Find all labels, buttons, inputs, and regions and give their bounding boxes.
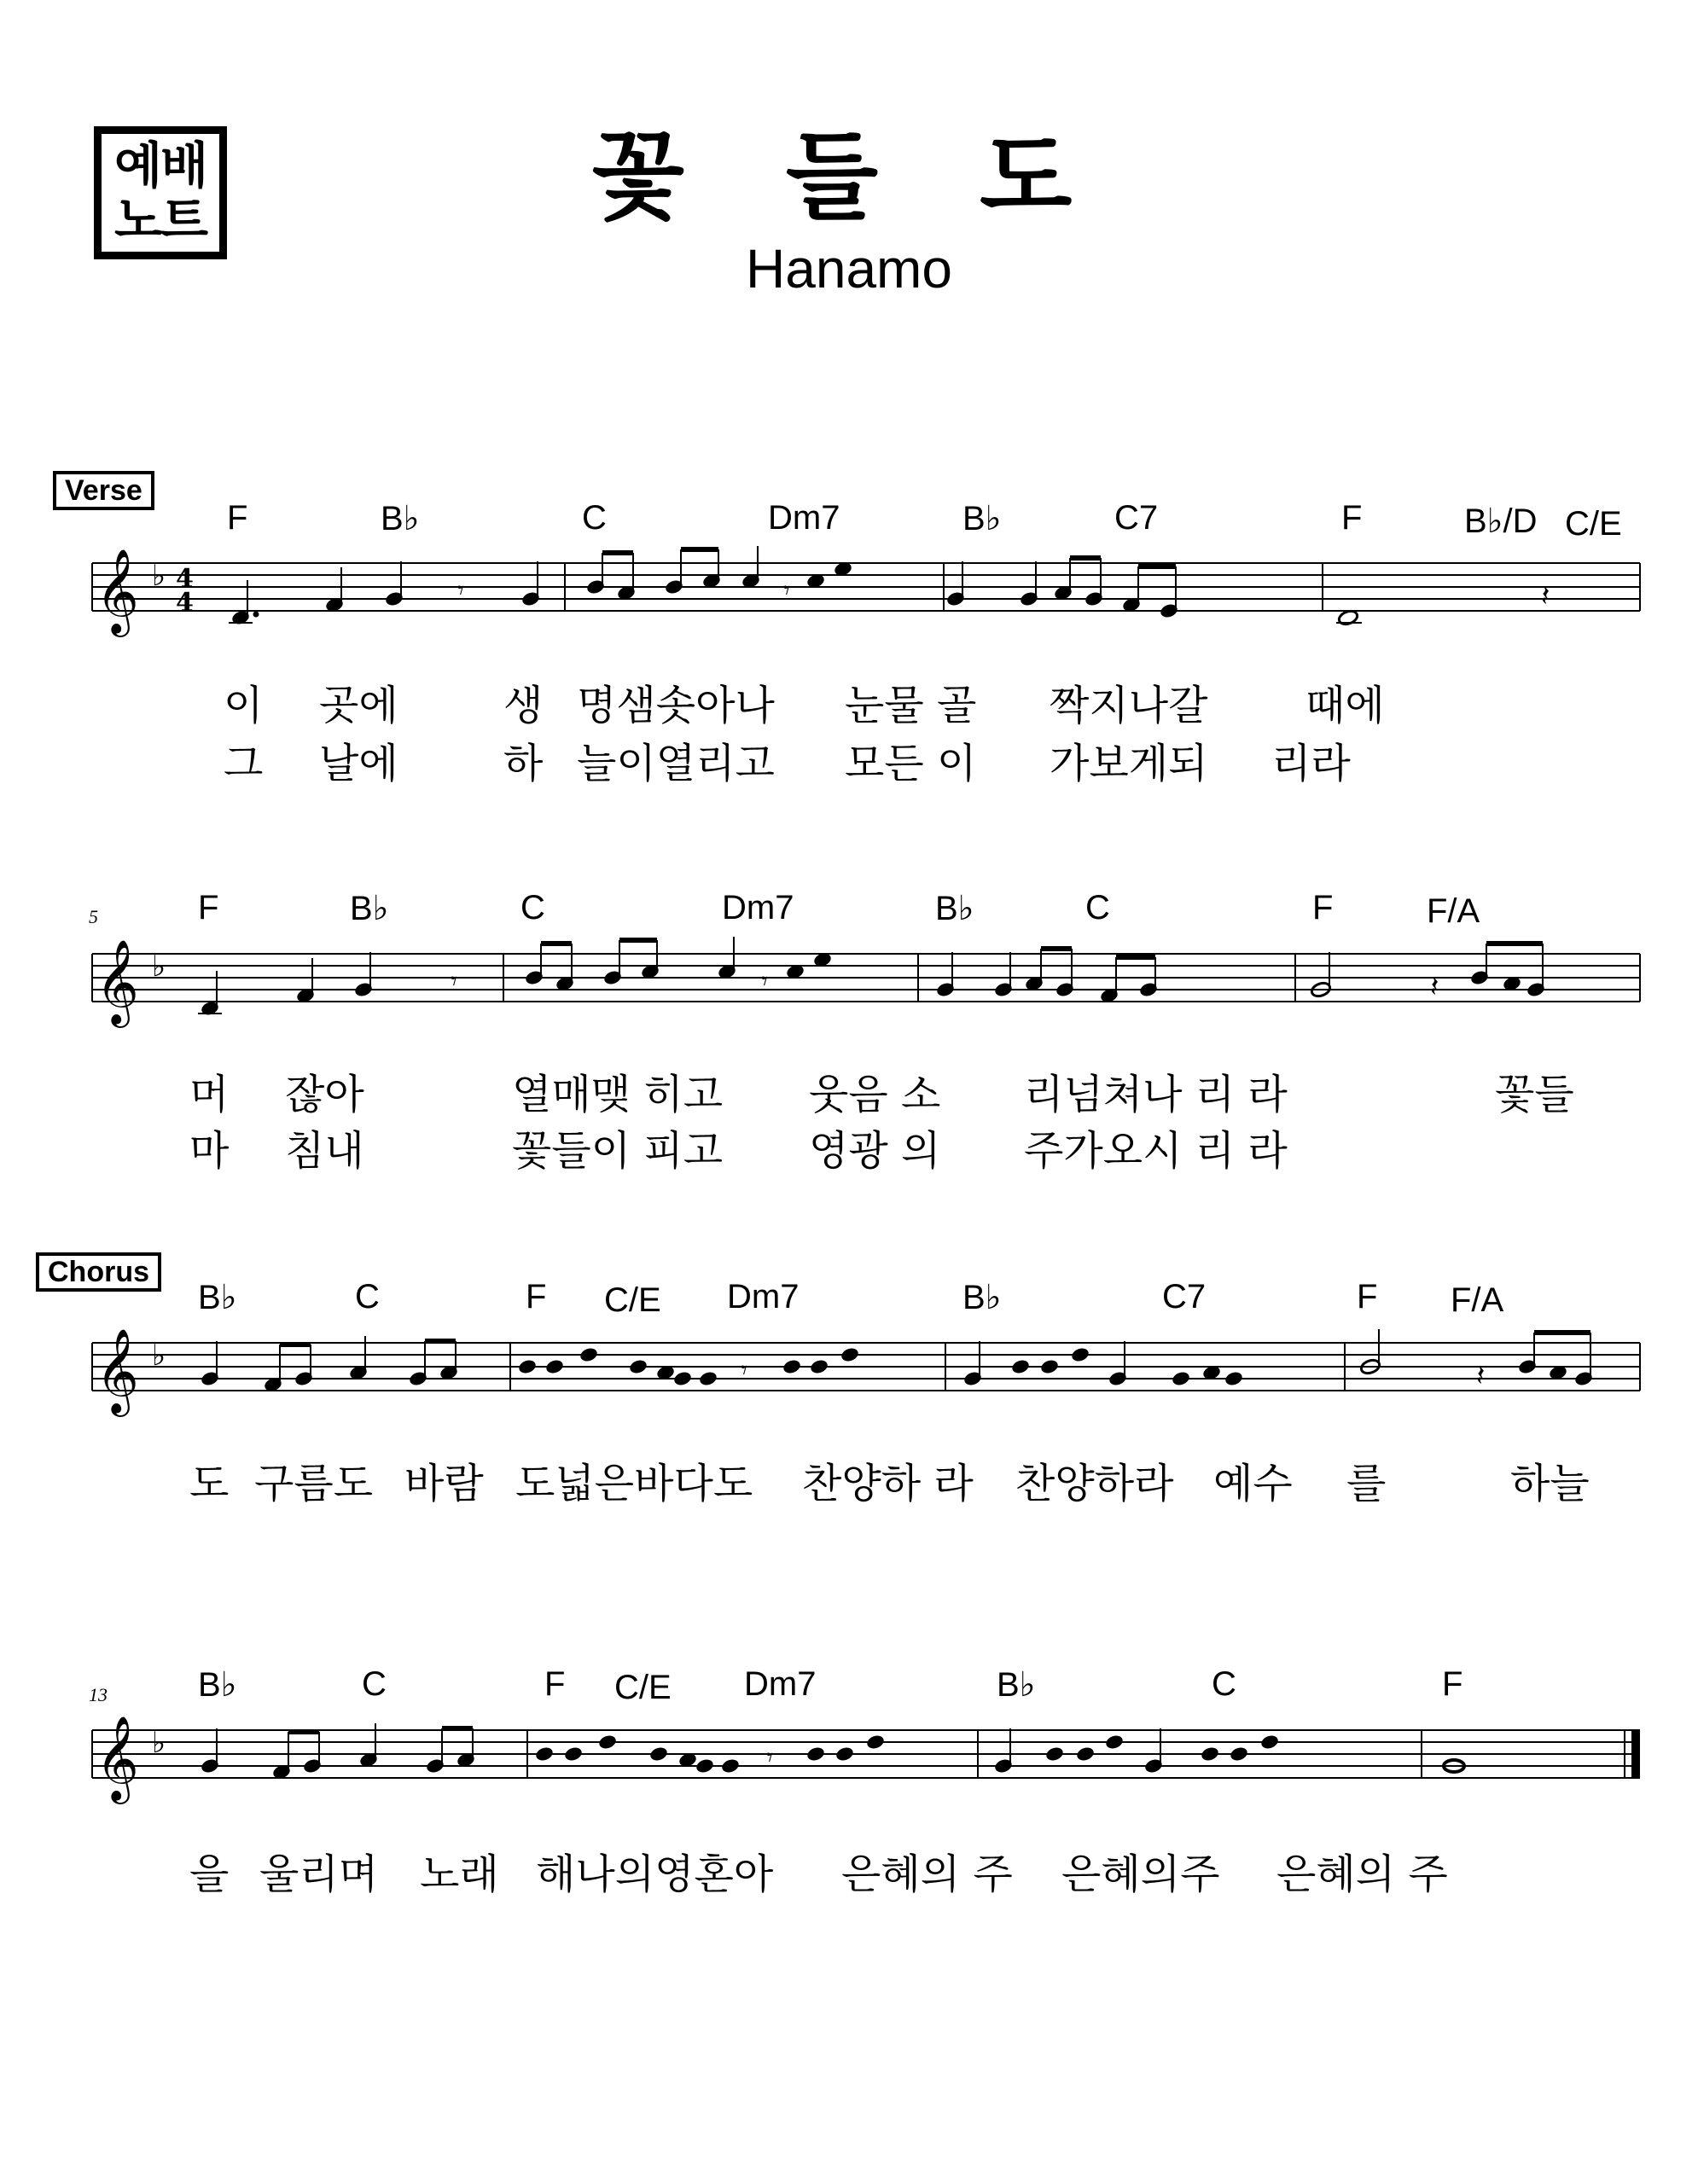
- rest-icon: 𝄾: [457, 576, 464, 606]
- lyric-syllable: 명샘솟아나: [577, 682, 775, 729]
- lyric-syllable: 머: [189, 1071, 230, 1118]
- lyric-syllable: 잖아: [285, 1071, 364, 1118]
- lyric-syllable: 늘이열리고: [577, 740, 775, 787]
- chord: F: [1312, 889, 1334, 926]
- lyric-syllable: 마: [189, 1127, 230, 1175]
- flat-key-signature: ♭: [152, 559, 166, 593]
- chord: C/E: [1565, 505, 1622, 543]
- lyric-syllable: 예수: [1213, 1460, 1293, 1507]
- lyric-syllable: 노래: [420, 1850, 499, 1898]
- lyric-syllable: 찬양하라: [1015, 1460, 1174, 1507]
- flat-key-signature: ♭: [152, 1339, 166, 1373]
- chord: F: [544, 1665, 566, 1703]
- lyric-syllable: 찬양하 라: [802, 1460, 974, 1507]
- chord: Dm7: [722, 889, 794, 926]
- song-artist: Hanamo: [746, 238, 952, 299]
- chord: F: [1341, 499, 1363, 537]
- chord: C7: [1162, 1278, 1207, 1316]
- chord: B♭: [962, 1279, 1002, 1316]
- rest-icon: 𝄽: [1476, 1359, 1486, 1393]
- rest-icon: 𝄾: [451, 967, 457, 996]
- chord: C/E: [614, 1669, 672, 1706]
- lyric-syllable: 하: [503, 740, 544, 787]
- lyric-syllable: 을: [189, 1850, 230, 1898]
- section-label-verse: Verse: [53, 471, 154, 510]
- lyric-syllable: 울리며: [259, 1850, 379, 1898]
- chord: B♭: [198, 1279, 237, 1316]
- lyric-syllable: 때에: [1305, 682, 1385, 729]
- lyric-syllable: 바람: [404, 1460, 484, 1507]
- chord: C: [362, 1665, 387, 1703]
- chord: C: [1085, 889, 1110, 926]
- lyric-syllable: 도넓은바다도: [515, 1460, 753, 1507]
- rest-icon: 𝄾: [783, 576, 790, 606]
- chord: F: [1357, 1278, 1378, 1316]
- rest-icon: 𝄾: [741, 1356, 747, 1385]
- chord: B♭: [935, 890, 974, 927]
- chord: Dm7: [727, 1278, 800, 1316]
- time-signature-bottom: 4: [176, 588, 194, 618]
- lyric-syllable: 모든 이: [845, 740, 977, 787]
- treble-clef-icon: 𝄞: [96, 549, 139, 634]
- staff-system-1: [0, 546, 1698, 657]
- chord: C: [582, 499, 607, 537]
- lyric-syllable: 생: [503, 682, 544, 729]
- lyric-syllable: 짝지나갈: [1050, 682, 1208, 729]
- rest-icon: 𝄽: [1541, 579, 1550, 613]
- lyric-syllable: 를: [1346, 1460, 1387, 1507]
- chord: Dm7: [744, 1665, 817, 1703]
- chord: B♭/D: [1464, 502, 1538, 540]
- chord: C: [355, 1278, 380, 1316]
- staff-system-2: [0, 937, 1698, 1048]
- chord: C: [1212, 1665, 1236, 1703]
- lyric-syllable: 해나의영혼아: [536, 1850, 774, 1898]
- time-signature-top: 4: [176, 564, 194, 594]
- lyric-syllable: 꽃들: [1495, 1071, 1574, 1118]
- lyric-syllable: 웃음 소: [809, 1071, 941, 1118]
- lyric-syllable: 침내: [285, 1127, 364, 1175]
- staff-system-4: [0, 1713, 1698, 1824]
- chord: B♭: [198, 1666, 237, 1704]
- lyric-syllable: 도: [189, 1460, 230, 1507]
- chord: B♭: [962, 500, 1002, 537]
- chord: C7: [1114, 499, 1159, 537]
- chord: F: [1442, 1665, 1463, 1703]
- lyric-syllable: 눈물 골: [845, 682, 977, 729]
- lyric-syllable: 곳에: [319, 682, 398, 729]
- chord: Dm7: [768, 499, 840, 537]
- lyric-syllable: 꽃들이 피고: [512, 1127, 724, 1175]
- lyric-syllable: 은혜의주: [1061, 1850, 1220, 1898]
- flat-key-signature: ♭: [152, 950, 166, 984]
- final-barline: [1631, 1730, 1640, 1778]
- lyric-syllable: 가보게되: [1050, 740, 1208, 787]
- rest-icon: 𝄾: [761, 967, 768, 996]
- chord: C: [520, 889, 545, 926]
- lyric-syllable: 열매맺 히고: [512, 1071, 724, 1118]
- lyric-syllable: 리라: [1271, 740, 1351, 787]
- chord: F: [198, 889, 219, 926]
- measure-number: 5: [89, 906, 98, 927]
- rest-icon: 𝄾: [766, 1743, 773, 1773]
- lyric-syllable: 하늘: [1510, 1460, 1590, 1507]
- rest-icon: 𝄽: [1430, 970, 1439, 1004]
- chord: F: [227, 499, 248, 537]
- flat-key-signature: ♭: [152, 1726, 166, 1760]
- chord: F/A: [1427, 892, 1480, 930]
- chord: F/A: [1451, 1281, 1504, 1319]
- chord: F: [526, 1278, 547, 1316]
- measure-number: 13: [89, 1684, 108, 1705]
- chord: B♭: [381, 500, 420, 537]
- lyric-syllable: 주가오시 리 라: [1024, 1127, 1288, 1175]
- treble-clef-icon: 𝄞: [96, 939, 139, 1025]
- lyric-syllable: 그: [224, 740, 264, 787]
- staff-system-3: [0, 1326, 1698, 1437]
- lyric-syllable: 이: [224, 682, 264, 729]
- lyric-syllable: 은혜의 주: [1276, 1850, 1448, 1898]
- chord: B♭: [350, 890, 389, 927]
- chord: B♭: [997, 1666, 1036, 1704]
- lyric-syllable: 은혜의 주: [841, 1850, 1013, 1898]
- treble-clef-icon: 𝄞: [96, 1328, 139, 1414]
- logo-line-2: 노트: [113, 191, 207, 249]
- song-title: 꽃 들 도: [591, 122, 1107, 233]
- lyric-syllable: 구름도: [254, 1460, 374, 1507]
- section-label-chorus: Chorus: [36, 1252, 161, 1292]
- lyric-syllable: 영광 의: [809, 1127, 941, 1175]
- treble-clef-icon: 𝄞: [96, 1716, 139, 1801]
- chord: C/E: [604, 1281, 661, 1319]
- logo-line-1: 예배: [113, 136, 207, 195]
- lyric-syllable: 날에: [319, 740, 398, 787]
- lyric-syllable: 리넘쳐나 리 라: [1024, 1071, 1288, 1118]
